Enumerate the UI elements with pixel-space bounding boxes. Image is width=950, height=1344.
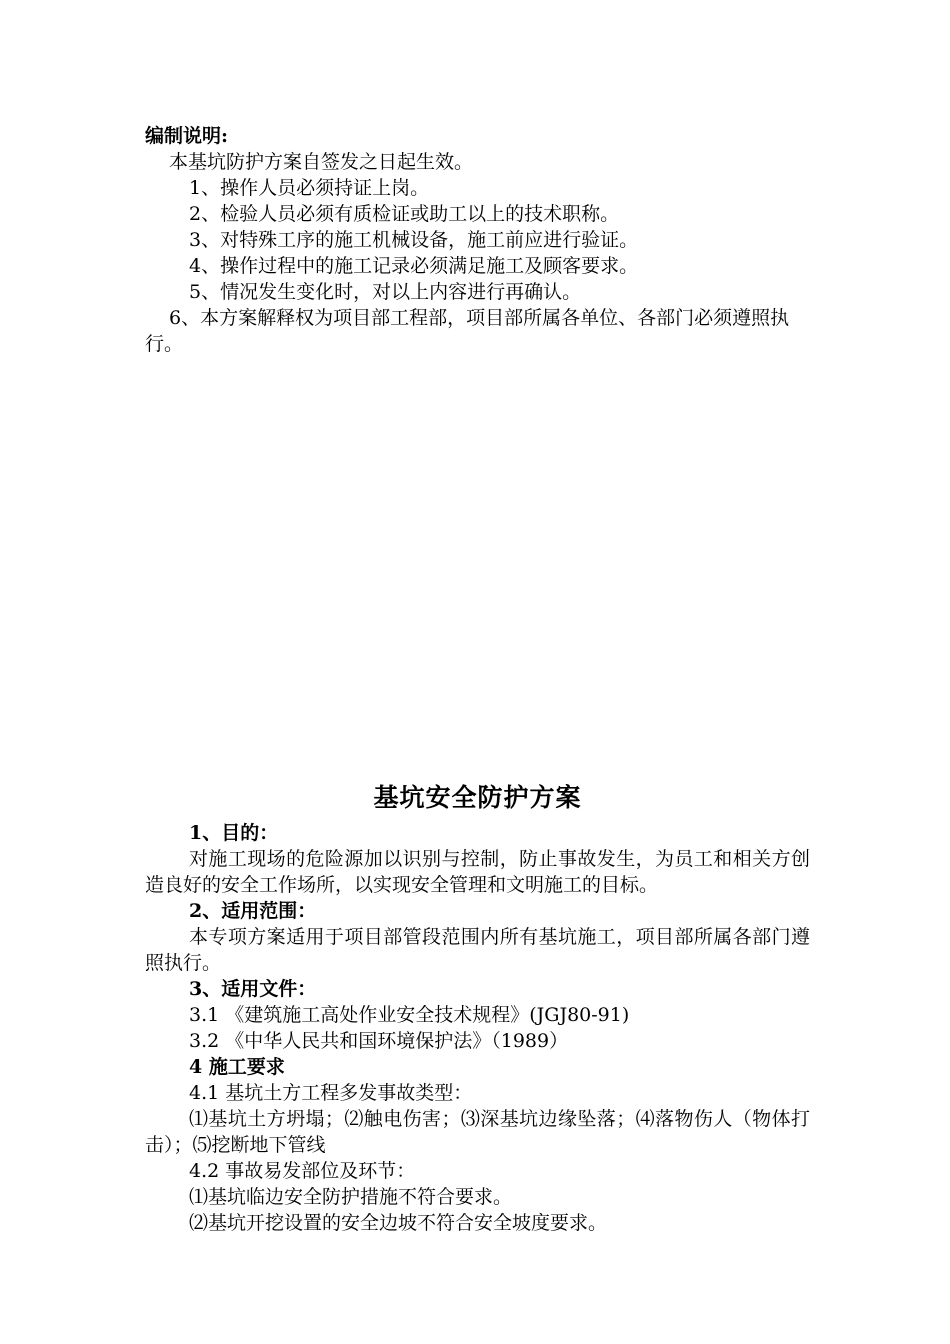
section-2-heading: 2、适用范围： [189,900,317,922]
notes-item-6: 6、本方案解释权为项目部工程部，项目部所属各单位、各部门必须遵照执行。 [145,307,790,355]
compilation-notes [145,123,810,357]
section-4-heading: 4 施工要求 [189,1056,285,1078]
section-2-text: 本专项方案适用于项目部管段范围内所有基坑施工，项目部所属各部门遵照执行。 [145,926,810,974]
notes-heading: 编制说明: [145,125,229,147]
section-4-1-heading: 4.1 基坑土方工程多发事故类型： [189,1082,473,1104]
notes-item: 5、情况发生变化时，对以上内容进行再确认。 [189,281,582,303]
notes-item: 4、操作过程中的施工记录必须满足施工及顾客要求。 [189,255,639,277]
document-reference: 3.1 《建筑施工高处作业安全技术规程》(JGJ80-91) [189,1004,630,1026]
section-4-2-heading: 4.2 事故易发部位及环节： [189,1160,416,1182]
section-4-2-item: ⑴基坑临边安全防护措施不符合要求。 [189,1186,513,1208]
notes-item: 1、操作人员必须持证上岗。 [189,177,430,199]
plan-title: 基坑安全防护方案 [373,783,582,812]
safety-plan [145,780,810,1236]
section-1-text: 对施工现场的危险源加以识别与控制，防止事故发生，为员工和相关方创造良好的安全工作场所，以实现安全管理和文明施工的目标。 [145,848,810,896]
notes-intro: 本基坑防护方案自签发之日起生效。 [169,151,474,173]
notes-item: 2、检验人员必须有质检证或助工以上的技术职称。 [189,203,620,225]
section-1-heading: 1、目的： [189,822,279,844]
notes-item: 3、对特殊工序的施工机械设备，施工前应进行验证。 [189,229,639,251]
section-4-1-text: ⑴基坑土方坍塌；⑵触电伤害；⑶深基坑边缘坠落；⑷落物伤人（物体打击）；⑸挖断地下管线 [145,1108,810,1156]
document-reference: 3.2 《中华人民共和国环境保护法》（1989） [189,1030,569,1052]
section-4-2-item: ⑵基坑开挖设置的安全边坡不符合安全坡度要求。 [189,1212,608,1234]
section-3-heading: 3、适用文件： [189,978,317,1000]
